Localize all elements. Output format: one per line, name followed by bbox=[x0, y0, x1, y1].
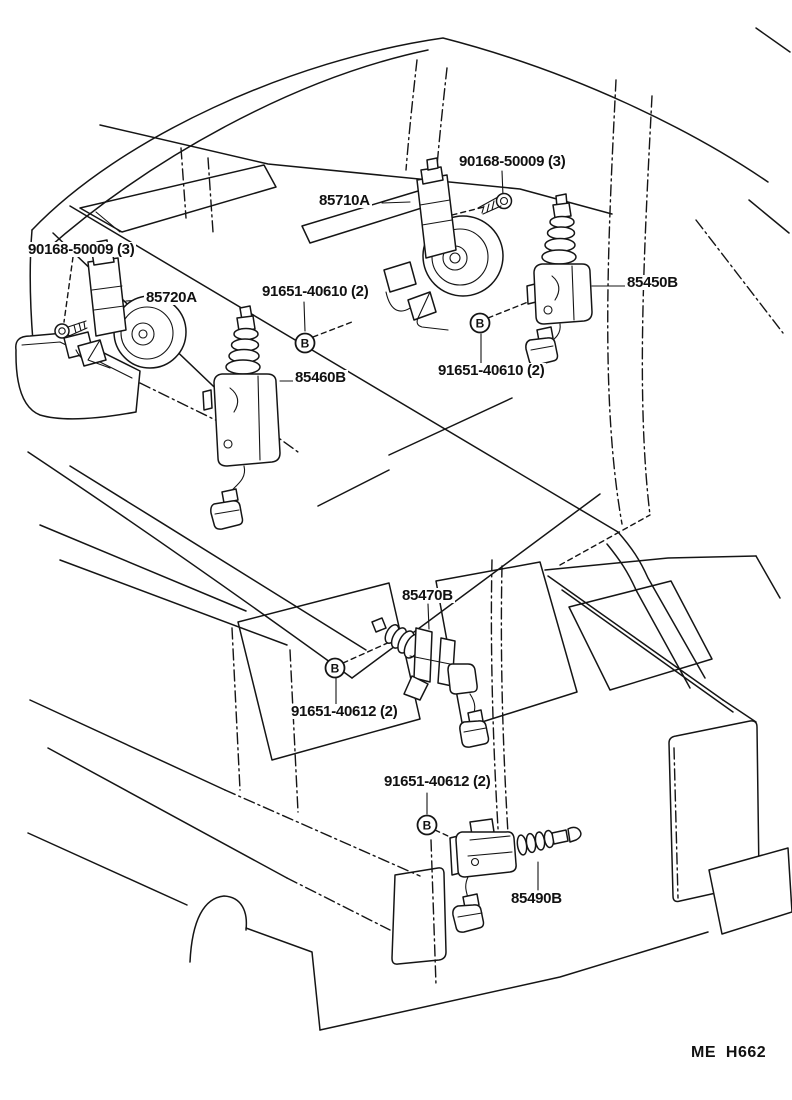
dash-callout-b3 bbox=[343, 641, 392, 663]
part-label-grommet-40612-lower: 91651-40612 (2) bbox=[384, 773, 491, 790]
part-label-85710a: 85710A bbox=[319, 192, 370, 209]
leader-85470b bbox=[428, 604, 429, 629]
actuator-85450b-drawing bbox=[526, 194, 592, 365]
actuator-85460b-drawing bbox=[203, 306, 280, 529]
part-label-85470b: 85470B bbox=[402, 587, 453, 604]
callout-b2 bbox=[471, 314, 490, 333]
dash-callout-b1 bbox=[313, 322, 352, 337]
leader-85710a bbox=[382, 202, 410, 203]
van-lower-view bbox=[28, 452, 792, 1030]
callout-b3 bbox=[326, 659, 345, 678]
part-label-fastener-left: 90168-50009 (3) bbox=[28, 241, 135, 258]
screw-upper-drawing bbox=[478, 194, 512, 215]
svg-text:B: B bbox=[422, 818, 432, 833]
leader-fastener-upper bbox=[502, 171, 503, 196]
part-label-grommet-40610-left: 91651-40610 (2) bbox=[262, 283, 369, 300]
leader-fastener-left bbox=[64, 257, 73, 322]
part-label-85490b: 85490B bbox=[511, 890, 562, 907]
svg-text:B: B bbox=[475, 316, 485, 331]
svg-text:B: B bbox=[330, 661, 340, 676]
part-label-fastener-upper: 90168-50009 (3) bbox=[459, 153, 566, 170]
part-label-85720a: 85720A bbox=[146, 289, 197, 306]
part-label-85460b: 85460B bbox=[295, 369, 346, 386]
motor-85710a-drawing bbox=[384, 158, 503, 330]
callout-b1 bbox=[296, 334, 315, 353]
dash-fastener-upper-to-motor bbox=[452, 207, 484, 215]
actuator-85490b-drawing bbox=[450, 819, 581, 932]
part-label-grommet-40612-upper: 91651-40612 (2) bbox=[291, 703, 398, 720]
page-code: ME H662 bbox=[691, 1044, 767, 1061]
part-label-85450b: 85450B bbox=[627, 274, 678, 291]
leader-grommet-40610-left bbox=[304, 302, 305, 331]
callout-b4 bbox=[418, 816, 437, 835]
part-label-grommet-40610-right: 91651-40610 (2) bbox=[438, 362, 545, 379]
svg-text:B: B bbox=[300, 336, 310, 351]
